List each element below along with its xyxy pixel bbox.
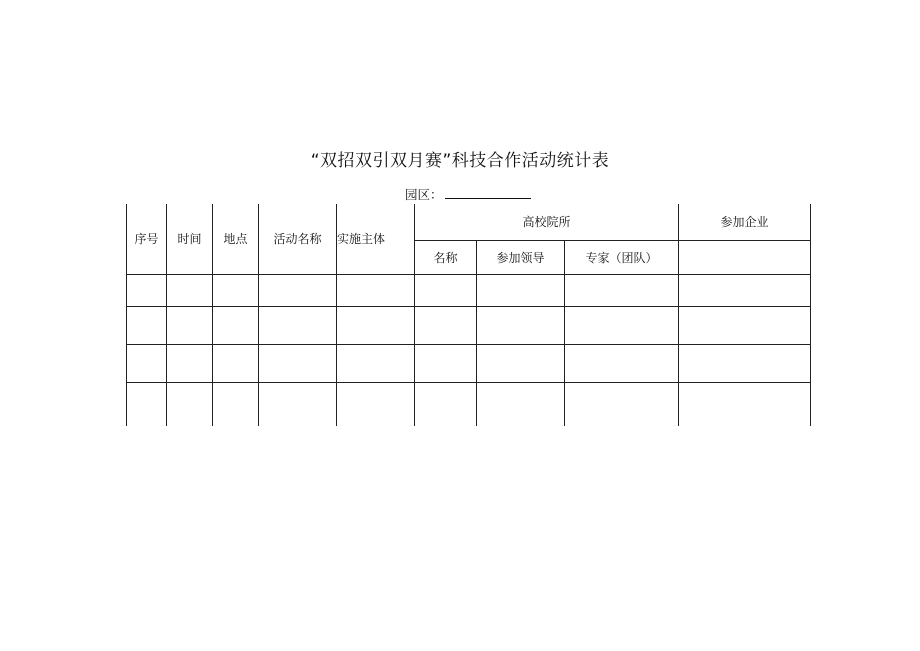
table-cell[interactable]	[167, 344, 213, 382]
header-uni-leader: 参加领导	[477, 240, 565, 274]
table-row	[127, 274, 811, 306]
header-universities: 高校院所	[415, 204, 679, 240]
table-cell[interactable]	[127, 274, 167, 306]
page-title: “双招双引双月赛”科技合作活动统计表	[310, 151, 610, 171]
table-cell[interactable]	[415, 306, 477, 344]
table-cell[interactable]	[477, 274, 565, 306]
table-cell[interactable]	[259, 382, 337, 426]
header-enterprises-sub	[679, 240, 811, 274]
table-cell[interactable]	[679, 344, 811, 382]
table-cell[interactable]	[127, 382, 167, 426]
table-row	[127, 306, 811, 344]
header-uni-experts: 专家（团队）	[565, 240, 679, 274]
table-cell[interactable]	[213, 306, 259, 344]
table-row	[127, 344, 811, 382]
table-cell[interactable]	[259, 274, 337, 306]
header-organizer: 实施主体	[337, 204, 415, 274]
table-cell[interactable]	[477, 306, 565, 344]
table-cell[interactable]	[337, 306, 415, 344]
table-cell[interactable]	[337, 382, 415, 426]
table-cell[interactable]	[213, 344, 259, 382]
park-label: 园区：	[405, 187, 443, 202]
table-cell[interactable]	[127, 344, 167, 382]
park-blank-line[interactable]	[445, 188, 531, 199]
table-cell[interactable]	[565, 274, 679, 306]
table-cell[interactable]	[679, 274, 811, 306]
table-cell[interactable]	[337, 344, 415, 382]
table-cell[interactable]	[565, 306, 679, 344]
table-cell[interactable]	[167, 306, 213, 344]
table-cell[interactable]	[259, 306, 337, 344]
table-cell[interactable]	[679, 382, 811, 426]
header-seq: 序号	[127, 204, 167, 274]
table-cell[interactable]	[477, 382, 565, 426]
header-uni-name: 名称	[415, 240, 477, 274]
table-cell[interactable]	[213, 382, 259, 426]
statistics-table	[126, 204, 811, 426]
table-cell[interactable]	[259, 344, 337, 382]
table-cell[interactable]	[415, 344, 477, 382]
table-row	[127, 382, 811, 426]
table-cell[interactable]	[167, 274, 213, 306]
header-location: 地点	[213, 204, 259, 274]
table-cell[interactable]	[679, 306, 811, 344]
table-cell[interactable]	[415, 274, 477, 306]
table-cell[interactable]	[167, 382, 213, 426]
header-enterprises: 参加企业	[679, 204, 811, 240]
table-cell[interactable]	[213, 274, 259, 306]
table-cell[interactable]	[127, 306, 167, 344]
header-activity-name: 活动名称	[259, 204, 337, 274]
table-cell[interactable]	[477, 344, 565, 382]
table-cell[interactable]	[565, 382, 679, 426]
header-time: 时间	[167, 204, 213, 274]
table-cell[interactable]	[565, 344, 679, 382]
table-cell[interactable]	[337, 274, 415, 306]
table-cell[interactable]	[415, 382, 477, 426]
park-field	[405, 185, 531, 203]
